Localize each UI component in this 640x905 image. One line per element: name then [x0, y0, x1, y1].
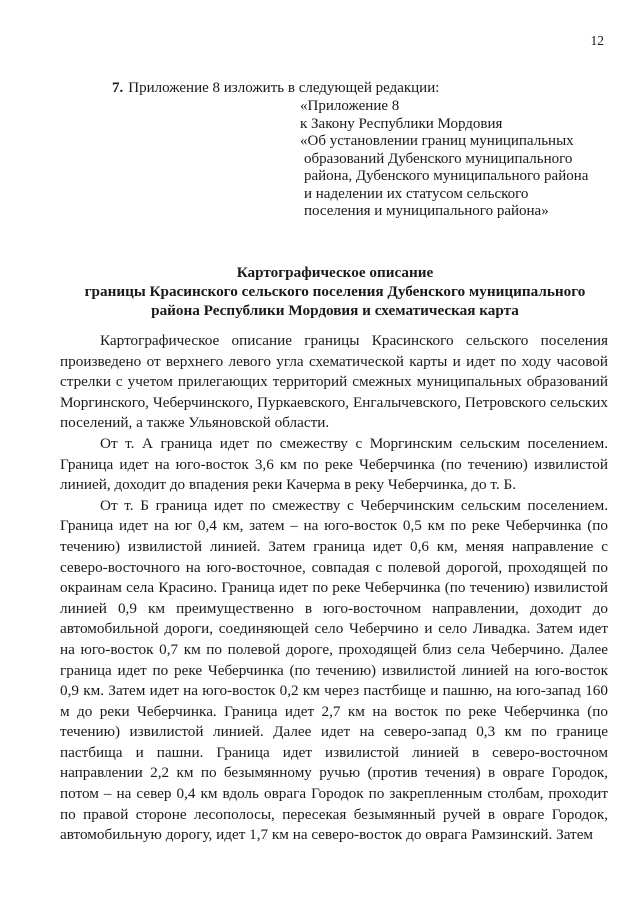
document-title — [60, 263, 610, 320]
title-line: Картографическое описание — [236, 264, 434, 281]
item-text: Приложение 8 изложить в следующей редакции: — [128, 80, 440, 96]
appendix-line: к Закону Республики Мордовия — [300, 115, 503, 132]
appendix-line: «Об установлении границ муниципальных — [300, 133, 574, 149]
appendix-line: поселения и муниципального района» — [304, 203, 549, 219]
appendix-line: и наделении их статусом сельского — [304, 185, 529, 202]
body-text — [60, 331, 608, 846]
title-line: границы Красинского сельского поселения Дубенского муниципального — [84, 283, 586, 300]
appendix-line: образований Дубенского муниципального — [304, 150, 573, 167]
appendix-line: «Приложение 8 — [300, 98, 400, 114]
paragraph: От т. А граница идет по смежеству с Моргинским сельским поселением. Граница идет на юго-восток 3,6 км по реке Чеберчинка (по течению) извилистой линией, доходит до впадения реки Качерма в реку Чеберчинка, до т. Б. — [60, 434, 608, 494]
item-number: 7. — [112, 80, 124, 96]
amendment-item — [112, 80, 439, 97]
appendix-header — [300, 98, 600, 221]
page-number: 12 — [590, 33, 604, 48]
title-line: района Республики Мордовия и схематическая карта — [151, 302, 519, 319]
appendix-line: района, Дубенского муниципального района — [304, 168, 589, 184]
paragraph: Картографическое описание границы Красинского сельского поселения произведено от верхнего левого угла схематической карты и идет по ходу часовой стрелки с учетом прилегающих территорий смежных муниципальных образований Моргинского, Чеберчинского, Пуркаевского, Енгалычевского, Петровского сельских поселений, а также Ульяновской области. — [60, 332, 608, 432]
paragraph: От т. Б граница идет по смежеству с Чеберчинским сельским поселением. Граница идет на юг 0,4 км, затем – на юго-восток 0,5 км по реке Чеберчинка (по течению) извилистой линией. Затем граница идет 0,6 км, меняя направление с северо-восточного на юго-восточное, совпадая с полевой дорогой, проходящей по окраинам села Красино. Граница идет по реке Чеберчинка (по течению) извилистой линией 0,9 км преимущественно в юго-восточном направлении, доходит до автомобильной дороги, соединяющей село Чеберчино и село Ливадка. Затем идет на юго-восток 0,7 км по полевой дороге, проходящей близ села Чеберчино. Далее граница идет по реке Чеберчинка (по течению) извилистой линией на юго-восток 0,9 км. Затем идет на юго-восток 0,2 км через пастбище и пашню, на юго-запад 160 м до реки Чеберчинка. Граница идет 2,7 км на восток по реке Чеберчинка (по течению) извилистой линией. Далее идет на северо-запад 0,3 км по границе пастбища и пашни. Граница идет извилистой линией в северо-восточном направлении 2,2 км по безымянному ручью (против течения) в овраге Городок, потом – на север 0,4 км вдоль оврага Городок по закрепленным столбам, проходит по правой стороне лесополосы, пересекая безымянный ручей в овраге Городок, автомобильную дорогу, идет 1,7 км на северо-восток до оврага Рамзинский. Затем — [60, 496, 608, 844]
